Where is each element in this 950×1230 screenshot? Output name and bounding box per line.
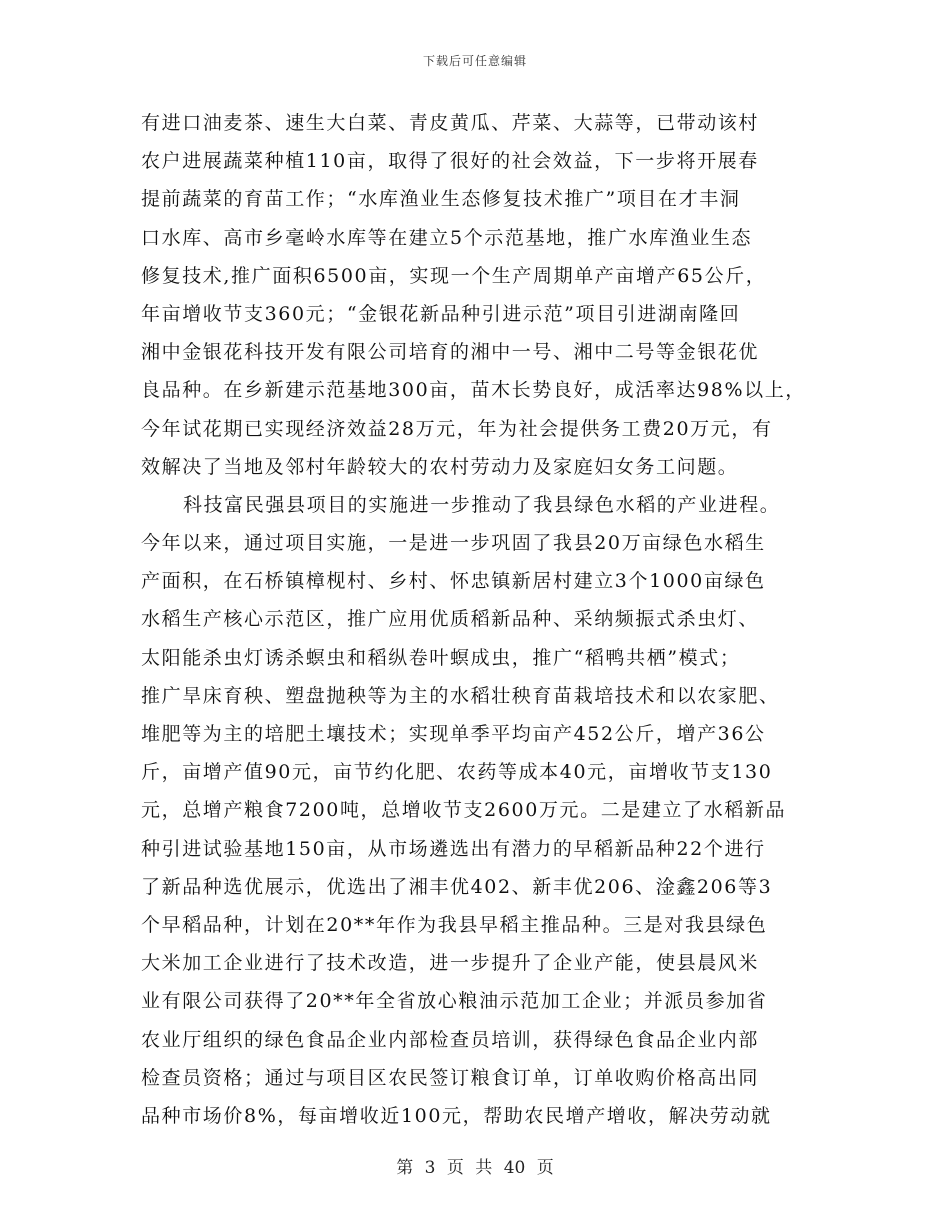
text-line: 推广旱床育秧、塑盘抛秧等为主的水稻壮秧育苗栽培技术和以农家肥、 xyxy=(141,684,780,707)
text-line: 产面积，在石桥镇樟枧村、乡村、怀忠镇新居村建立3个1000亩绿色 xyxy=(141,570,766,593)
text-line: 种引进试验基地150亩，从市场遴选出有潜力的早稻新品种22个进行 xyxy=(141,837,766,860)
text-line: 农户进展蔬菜种植110亩，取得了很好的社会效益，下一步将开展春 xyxy=(141,150,759,173)
text-line: 今年以来，通过项目实施，一是进一步巩固了我县20万亩绿色水稻生 xyxy=(141,532,766,555)
page-footer: 第 3 页 共 40 页 xyxy=(396,1158,554,1178)
text-line: 堆肥等为主的培肥土壤技术；实现单季平均亩产452公斤，增产36公 xyxy=(141,723,766,745)
text-line: 元，总增产粮食7200吨，总增收节支2600万元。二是建立了水稻新品 xyxy=(141,799,787,822)
text-line: 斤，亩增产值90元，亩节约化肥、农药等成本40元，亩增收节支130 xyxy=(141,761,773,784)
text-line: 个早稻品种，计划在20**年作为我县早稻主推品种。三是对我县绿色 xyxy=(141,913,768,936)
text-line: 湘中金银花科技开发有限公司培育的湘中一号、湘中二号等金银花优 xyxy=(141,341,760,364)
text-line: 太阳能杀虫灯诱杀螟虫和稻纵卷叶螟成虫，推广“稻鸭共栖”模式； xyxy=(141,646,741,669)
page-header: 下载后可任意编辑 xyxy=(422,54,527,68)
text-line: 大米加工企业进行了技术改造，进一步提升了企业产能，使县晨风米 xyxy=(141,952,760,975)
text-line: 业有限公司获得了20**年全省放心粮油示范加工企业；并派员参加省 xyxy=(141,990,768,1013)
text-line: 检查员资格；通过与项目区农民签订粮食订单，订单收购价格高出同 xyxy=(141,1066,760,1089)
text-line: 了新品种选优展示，优选出了湘丰优402、新丰优206、淦鑫206等3 xyxy=(141,875,773,898)
text-line: 有进口油麦茶、速生大白菜、青皮黄瓜、芹菜、大蒜等，已带动该村 xyxy=(141,112,760,134)
text-line: 修复技术,推广面积6500亩，实现一个生产周期单产亩增产65公斤， xyxy=(141,264,767,287)
paragraph-first-line: 科技富民强县项目的实施进一步推动了我县绿色水稻的产业进程。 xyxy=(183,493,781,516)
text-line: 农业厅组织的绿色食品企业内部检查员培训，获得绿色食品企业内部 xyxy=(141,1028,760,1051)
text-line: 年亩增收节支360元；“金银花新品种引进示范”项目引进湖南隆回 xyxy=(141,302,741,325)
text-line: 口水库、高市乡毫岭水库等在建立5个示范基地，推广水库渔业生态 xyxy=(141,226,753,249)
text-line: 水稻生产核心示范区，推广应用优质稻新品种、采纳频振式杀虫灯、 xyxy=(141,608,760,631)
document-body xyxy=(141,104,809,1135)
text-line: 品种市场价8%，每亩增收近100元，帮助农民增产增收，解决劳动就 xyxy=(141,1104,772,1127)
text-line: 良品种。在乡新建示范基地300亩，苗木长势良好，成活率达98%以上， xyxy=(141,379,806,402)
text-line: 提前蔬菜的育苗工作；“水库渔业生态修复技术推广”项目在才丰洞 xyxy=(141,188,741,211)
text-line: 效解决了当地及邻村年龄较大的农村劳动力及家庭妇女务工问题。 xyxy=(141,455,739,478)
text-line: 今年试花期已实现经济效益28万元，年为社会提供务工费20万元，有 xyxy=(141,417,773,440)
